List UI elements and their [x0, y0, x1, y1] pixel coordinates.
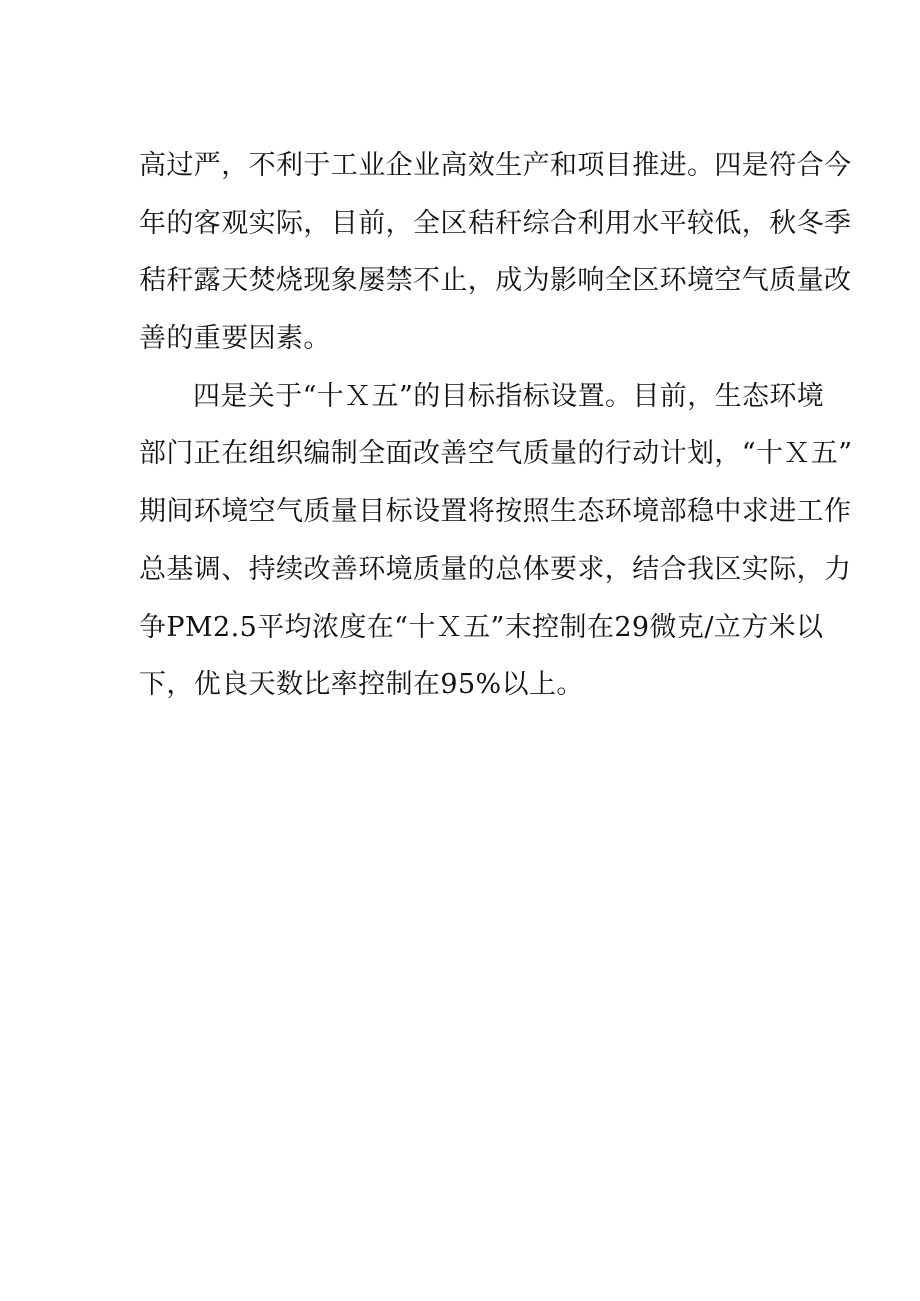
text-line: 善的重要因素。: [139, 323, 331, 355]
paragraph-1: [139, 146, 852, 377]
text-line: 期间环境空气质量目标设置将按照生态环境部稳中求进工作: [139, 496, 852, 528]
body-text: [139, 146, 853, 723]
text-line: 秸秆露天焚烧现象屡禁不止，成为影响全区环境空气质量改: [139, 265, 852, 297]
text-line: 总基调、持续改善环境质量的总体要求，结合我区实际，力: [139, 553, 852, 585]
paragraph-2: [139, 377, 853, 723]
text-line: 四是关于“十Ｘ五”的目标指标设置。目前，生态环境: [193, 380, 825, 412]
text-line: 年的客观实际，目前，全区秸秆综合利用水平较低，秋冬季: [139, 207, 852, 239]
text-line: 下，优良天数比率控制在95%以上。: [139, 669, 584, 701]
text-line: 高过严，不利于工业企业高效生产和项目推进。四是符合今: [139, 150, 852, 181]
text-line: 部门正在组织编制全面改善空气质量的行动计划，“十Ｘ五”: [139, 438, 853, 470]
text-line: 争PM2.5平均浓度在“十Ｘ五”末控制在29微克/立方米以: [139, 611, 824, 643]
